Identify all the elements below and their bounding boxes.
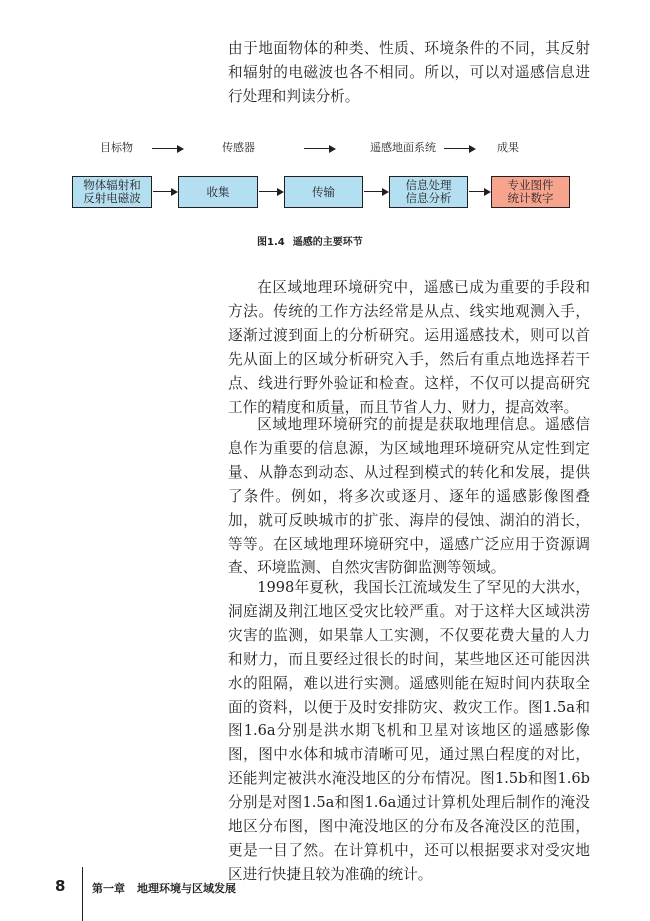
arrow-icon	[469, 191, 485, 192]
body-paragraph: 在区域地理环境研究中，遥感已成为重要的手段和方法。传统的工作方法经常是从点、线实地观测入手，逐渐过渡到面上的分析研究。运用遥感技术，则可以首先从面上的区域分析研究入手，然后有重点地选择若干点、线进行野外验证和检查。这样，不仅可以提高研究工作的精度和质量，而且节省人力、财力，提高效率。	[228, 279, 590, 416]
flow-box-transmit	[284, 176, 363, 208]
running-head	[92, 880, 236, 896]
box-line: 专业图件	[507, 178, 554, 192]
arrow-icon	[153, 191, 172, 192]
stage-label-ground-system: 遥感地面系统	[370, 141, 436, 154]
figure-title: 遥感的主要环节	[292, 237, 363, 248]
flow-box-radiation	[72, 176, 152, 208]
arrow-icon	[364, 191, 383, 192]
figure-caption	[257, 237, 363, 249]
arrow-icon	[304, 148, 330, 149]
chapter-label: 第一章	[92, 882, 125, 895]
box-line: 反射电磁波	[83, 191, 141, 205]
box-line: 收集	[206, 184, 230, 199]
stage-label-sensor: 传感器	[222, 141, 255, 154]
arrow-icon	[444, 148, 470, 149]
stage-label-target: 目标物	[100, 141, 133, 154]
stage-label-result: 成果	[497, 141, 519, 154]
figure-number: 图1.4	[257, 237, 285, 248]
chapter-title: 地理环境与区域发展	[137, 882, 236, 895]
flow-box-result	[491, 176, 570, 208]
page-number: 8	[55, 877, 66, 895]
flow-box-collect	[178, 176, 258, 208]
body-paragraph: 1998年夏秋，我国长江流域发生了罕见的大洪水，洞庭湖及荆江地区受灾比较严重。对于这样大区域洪涝灾害的监测，如果靠人工实测，不仅要花费大量的人力和财力，而且要经过很长的时间，某些地区还可能因洪水的阻隔，难以进行实测。遥感则能在短时间内获取全面的资料，以便于及时安排防灾、救灾工作。图1.5a和图1.6a分别是洪水期飞机和卫星对该地区的遥感影像图，图中水体和城市清晰可见，通过黑白程度的对比，还能判定被洪水淹没地区的分布情况。图1.5b和图1.6b分别是对图1.5a和图1.6a通过计算机处理后制作的淹没地区分布图，图中淹没地区的分布及各淹没区的范围，更是一目了然。在计算机中，还可以根据要求对受灾地区进行快捷且较为准确的统计。	[228, 579, 590, 883]
body-paragraph: 区域地理环境研究的前提是获取地理信息。遥感信息作为重要的信息源，为区域地理环境研究从定性到定量、从静态到动态、从过程到模式的转化和发展，提供了条件。例如，将多次或逐月、逐年的遥感影像图叠加，就可反映城市的扩张、海岸的侵蚀、湖泊的消长，等等。在区域地理环境研究中，遥感广泛应用于资源调查、环境监测、自然灾害防御监测等领域。	[228, 416, 590, 577]
intro-paragraph: 由于地面物体的种类、性质、环境条件的不同，其反射和辐射的电磁波也各不相同。所以，可以对遥感信息进行处理和判读分析。	[228, 40, 590, 105]
box-line: 传输	[312, 184, 335, 199]
flow-box-processing	[389, 176, 468, 208]
box-line: 物体辐射和	[83, 178, 141, 192]
arrow-icon	[259, 191, 278, 192]
arrow-icon	[152, 148, 178, 149]
box-line: 信息处理	[405, 178, 452, 192]
box-line: 统计数字	[507, 191, 554, 205]
box-line: 信息分析	[405, 191, 452, 205]
footer-divider	[82, 867, 83, 921]
